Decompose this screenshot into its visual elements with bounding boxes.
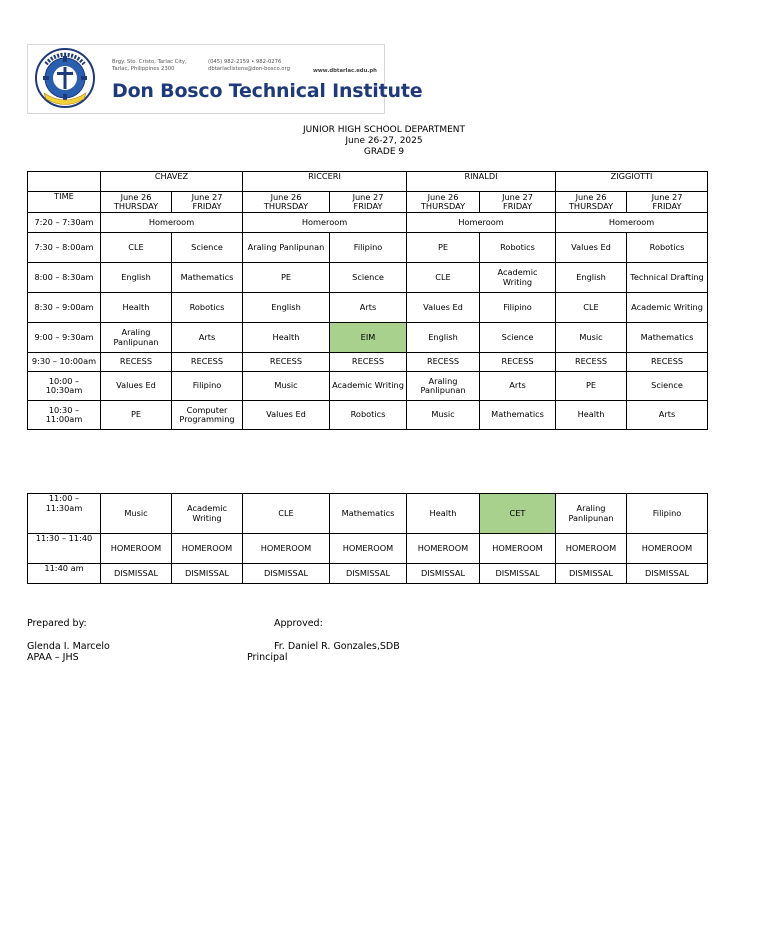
subject-cell: DISMISSAL (101, 564, 172, 584)
schedule-row (28, 323, 708, 353)
section-header: CHAVEZ (101, 172, 243, 192)
time-cell: 9:30 – 10:00am (28, 353, 101, 372)
approver-name: Fr. Daniel R. Gonzales,SDB (274, 641, 400, 652)
time-cell: 11:40 am (28, 564, 101, 584)
subject-cell: Health (556, 401, 627, 430)
subject-cell: RECESS (407, 353, 480, 372)
subject-cell: Araling Panlipunan (556, 494, 627, 534)
subject-cell: HOMEROOM (556, 534, 627, 564)
day-header (330, 192, 407, 213)
subject-cell: Arts (627, 401, 708, 430)
day-date: June 26 (120, 191, 152, 202)
subject-cell: Health (243, 323, 330, 353)
time-cell: 10:30 – 11:00am (28, 401, 101, 430)
subject-cell: CLE (556, 293, 627, 323)
subject-cell: Values Ed (101, 372, 172, 401)
time-cell: 10:00 – 10:30am (28, 372, 101, 401)
subject-cell: Araling Panlipunan (101, 323, 172, 353)
day-date: June 26 (427, 191, 459, 202)
subject-cell: Arts (480, 372, 556, 401)
day-name: THURSDAY (113, 201, 159, 211)
day-date: June 27 (651, 191, 683, 202)
schedule-row (28, 564, 708, 584)
subject-cell: Mathematics (330, 494, 407, 534)
schedule-row (28, 534, 708, 564)
day-name: THURSDAY (263, 201, 309, 211)
day-name: FRIDAY (192, 201, 222, 211)
subject-cell: Robotics (330, 401, 407, 430)
schedule-row (28, 401, 708, 430)
preparer-name: Glenda I. Marcelo (27, 641, 110, 652)
subject-cell: Araling Panlipunan (243, 233, 330, 263)
preparer-title: APAA – JHS (27, 652, 79, 663)
schedule-row (28, 372, 708, 401)
subject-cell: CLE (101, 233, 172, 263)
subject-cell: Health (407, 494, 480, 534)
day-date: June 26 (270, 191, 302, 202)
subject-cell: HOMEROOM (407, 534, 480, 564)
subject-cell: CLE (243, 494, 330, 534)
subject-cell: Music (407, 401, 480, 430)
subject-cell: PE (243, 263, 330, 293)
subject-cell: Filipino (172, 372, 243, 401)
subject-cell: Arts (330, 293, 407, 323)
subject-cell: RECESS (172, 353, 243, 372)
subject-cell: Science (627, 372, 708, 401)
day-header (172, 192, 243, 213)
subject-cell: Robotics (172, 293, 243, 323)
subject-cell: Academic Writing (627, 293, 708, 323)
homeroom-row (28, 213, 708, 233)
schedule-table (27, 171, 708, 430)
letterhead (27, 44, 423, 114)
subject-cell: Music (556, 323, 627, 353)
day-name: FRIDAY (652, 201, 682, 211)
subject-cell: RECESS (480, 353, 556, 372)
time-cell: 8:00 – 8:30am (28, 263, 101, 293)
section-header: ZIGGIOTTI (556, 172, 708, 192)
day-date: June 27 (502, 191, 533, 202)
subject-cell: DISMISSAL (480, 564, 556, 584)
day-name: THURSDAY (568, 201, 614, 211)
schedule-row (28, 233, 708, 263)
subject-cell: DISMISSAL (407, 564, 480, 584)
day-name: FRIDAY (353, 201, 383, 211)
schedule-row (28, 293, 708, 323)
header-blank-cell (28, 172, 101, 192)
subject-cell: English (407, 323, 480, 353)
section-header-row (28, 172, 708, 192)
section-header: RICCERI (243, 172, 407, 192)
subject-cell: HOMEROOM (330, 534, 407, 564)
schedule-row (28, 263, 708, 293)
schedule-row (28, 494, 708, 534)
date-title: June 26-27, 2025 (345, 136, 423, 146)
subject-cell: HOMEROOM (480, 534, 556, 564)
subject-cell: Technical Drafting (627, 263, 708, 293)
subject-cell: DISMISSAL (556, 564, 627, 584)
contact-text: (045) 982-2159 • 982-0276 dbtarlaclistens@don-bosco.org (208, 59, 290, 72)
homeroom-cell: Homeroom (243, 213, 407, 233)
subject-cell: RECESS (101, 353, 172, 372)
subject-cell: EIM (330, 323, 407, 353)
subject-cell: English (556, 263, 627, 293)
subject-cell: PE (407, 233, 480, 263)
time-header: TIME (28, 192, 101, 213)
school-seal-icon (34, 47, 96, 109)
department-title: JUNIOR HIGH SCHOOL DEPARTMENT (302, 125, 466, 135)
subject-cell: Health (101, 293, 172, 323)
institution-name: Don Bosco Technical Institute (112, 80, 423, 102)
subject-cell: HOMEROOM (101, 534, 172, 564)
day-name: THURSDAY (420, 201, 466, 211)
subject-cell: DISMISSAL (243, 564, 330, 584)
approved-label: Approved: (274, 618, 323, 629)
subject-cell: RECESS (627, 353, 708, 372)
day-date: June 27 (352, 191, 384, 202)
day-header (480, 192, 556, 213)
subject-cell: HOMEROOM (172, 534, 243, 564)
subject-cell: Academic Writing (330, 372, 407, 401)
subject-cell: HOMEROOM (627, 534, 708, 564)
subject-cell: PE (556, 372, 627, 401)
approver-title: Principal (247, 652, 288, 663)
subject-cell: Music (101, 494, 172, 534)
subject-cell: Filipino (627, 494, 708, 534)
subject-cell: Filipino (330, 233, 407, 263)
day-date: June 26 (575, 191, 607, 202)
subject-cell: Robotics (627, 233, 708, 263)
subject-cell: RECESS (243, 353, 330, 372)
address-text: Brgy. Sto. Cristo, Tarlac City, Tarlac, Philippines 2300 (112, 59, 187, 72)
time-cell: 11:00 – 11:30am (28, 494, 101, 534)
subject-cell: Araling Panlipunan (407, 372, 480, 401)
subject-cell: Values Ed (556, 233, 627, 263)
day-header (627, 192, 708, 213)
day-name: FRIDAY (503, 201, 532, 211)
subject-cell: Filipino (480, 293, 556, 323)
homeroom-cell: Homeroom (556, 213, 708, 233)
subject-cell: English (101, 263, 172, 293)
subject-cell: RECESS (556, 353, 627, 372)
subject-cell: DISMISSAL (330, 564, 407, 584)
subject-cell: Values Ed (243, 401, 330, 430)
day-header (556, 192, 627, 213)
time-cell: 9:00 – 9:30am (28, 323, 101, 353)
subject-cell: CLE (407, 263, 480, 293)
homeroom-cell: Homeroom (407, 213, 556, 233)
grade-title: GRADE 9 (363, 147, 405, 157)
day-header (407, 192, 480, 213)
schedule-row (28, 353, 708, 372)
time-cell: 8:30 – 9:00am (28, 293, 101, 323)
subject-cell: Computer Programming (172, 401, 243, 430)
subject-cell: Academic Writing (172, 494, 243, 534)
day-header (101, 192, 172, 213)
subject-cell: Robotics (480, 233, 556, 263)
prepared-by-label: Prepared by: (27, 618, 87, 629)
subject-cell: Mathematics (480, 401, 556, 430)
day-date: June 27 (191, 191, 223, 202)
subject-cell: HOMEROOM (243, 534, 330, 564)
subject-cell: Science (330, 263, 407, 293)
subject-cell: Science (172, 233, 243, 263)
subject-cell: Values Ed (407, 293, 480, 323)
subject-cell: PE (101, 401, 172, 430)
section-header: RINALDI (407, 172, 556, 192)
day-header-row (28, 192, 708, 213)
subject-cell: Mathematics (627, 323, 708, 353)
subject-cell: Science (480, 323, 556, 353)
time-cell: 11:30 – 11:40 (28, 534, 101, 564)
time-cell: 7:30 – 8:00am (28, 233, 101, 263)
subject-cell: DISMISSAL (172, 564, 243, 584)
subject-cell: Academic Writing (480, 263, 556, 293)
subject-cell: DISMISSAL (627, 564, 708, 584)
time-cell: 7:20 – 7:30am (28, 213, 101, 233)
subject-cell: Mathematics (172, 263, 243, 293)
homeroom-cell: Homeroom (101, 213, 243, 233)
day-header (243, 192, 330, 213)
subject-cell: Music (243, 372, 330, 401)
subject-cell: RECESS (330, 353, 407, 372)
subject-cell: English (243, 293, 330, 323)
subject-cell: CET (480, 494, 556, 534)
website-text: www.dbtarlac.edu.ph (313, 68, 377, 74)
subject-cell: Arts (172, 323, 243, 353)
schedule-table-continued (27, 493, 708, 584)
